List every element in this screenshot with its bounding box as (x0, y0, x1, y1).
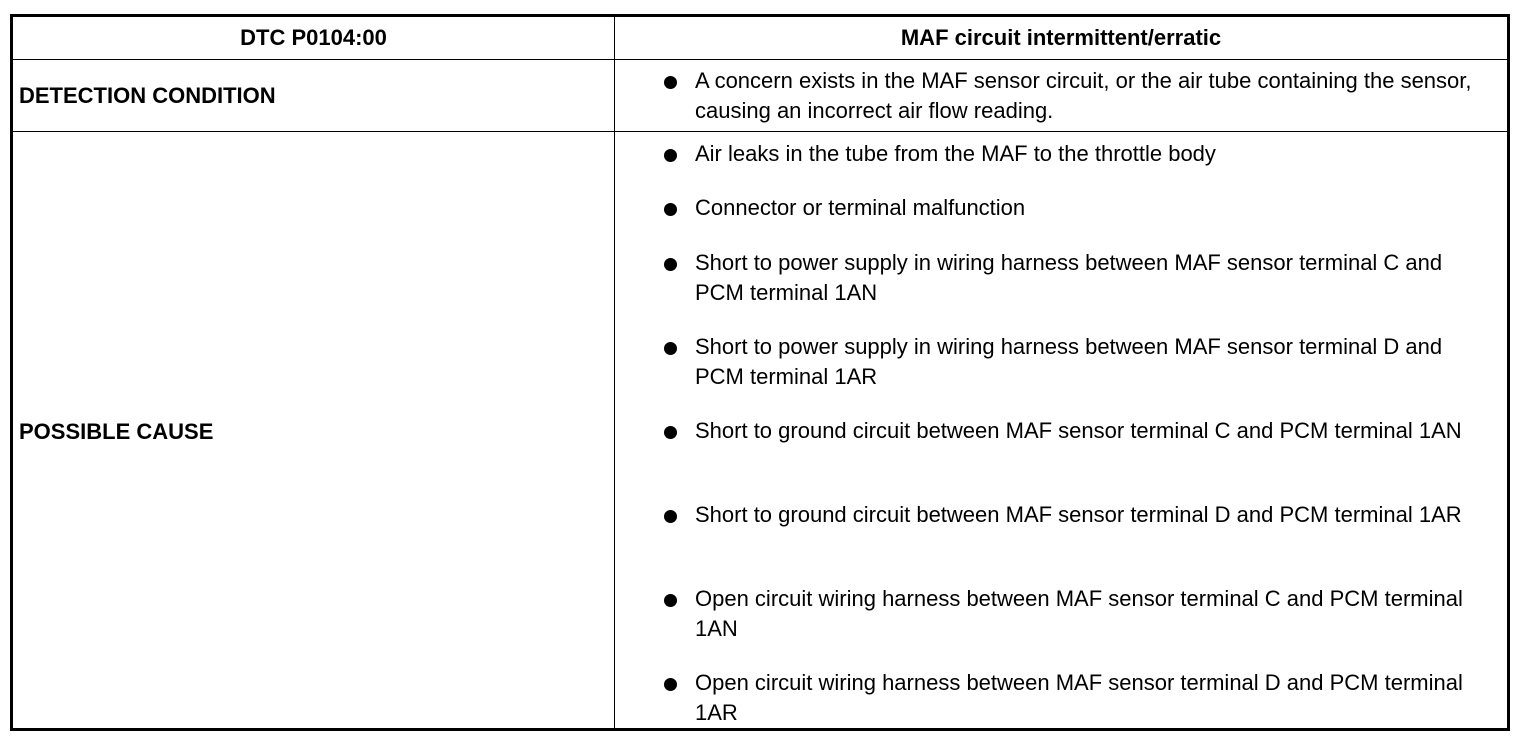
detection-items-cell (615, 60, 1507, 131)
dtc-code: DTC P0104:00 (240, 25, 387, 50)
bullet-icon (664, 76, 677, 89)
bullet-icon (664, 510, 677, 523)
dtc-code-cell (13, 17, 615, 59)
list-item-text: A concern exists in the MAF sensor circuit, or the air tube containing the sensor, causing an incorrect air flow reading. (695, 68, 1472, 123)
possible-cause-row (13, 132, 1507, 731)
possible-cause-label: POSSIBLE CAUSE (19, 418, 214, 444)
bullet-icon (664, 258, 677, 271)
list-item-text: Short to ground circuit between MAF sensor terminal C and PCM terminal 1AN (695, 418, 1462, 443)
list-item-text: Short to ground circuit between MAF sensor terminal D and PCM terminal 1AR (695, 502, 1462, 527)
detection-label-cell (13, 60, 615, 131)
detection-condition-label: DETECTION CONDITION (19, 82, 276, 108)
list-item-text: Connector or terminal malfunction (695, 195, 1026, 220)
list-item-text: Air leaks in the tube from the MAF to the throttle body (695, 141, 1216, 166)
header-row (13, 17, 1507, 60)
list-item-text: Open circuit wiring harness between MAF sensor terminal D and PCM terminal 1AR (695, 670, 1463, 725)
dtc-table (10, 14, 1510, 731)
dtc-description: MAF circuit intermittent/erratic (900, 25, 1222, 50)
detection-condition-row (13, 60, 1507, 132)
bullet-icon (664, 342, 677, 355)
bullet-icon (664, 426, 677, 439)
dtc-description-cell (615, 17, 1507, 59)
bullet-icon (664, 203, 677, 216)
list-item-text: Open circuit wiring harness between MAF sensor terminal C and PCM terminal 1AN (695, 586, 1463, 641)
bullet-icon (664, 149, 677, 162)
list-item-text: Short to power supply in wiring harness between MAF sensor terminal C and PCM terminal 1AN (695, 250, 1443, 305)
cause-label-cell (13, 132, 615, 731)
list-item-text: Short to power supply in wiring harness between MAF sensor terminal D and PCM terminal 1AR (695, 334, 1443, 389)
cause-items-cell (615, 132, 1507, 731)
bullet-icon (664, 678, 677, 691)
bullet-icon (664, 594, 677, 607)
